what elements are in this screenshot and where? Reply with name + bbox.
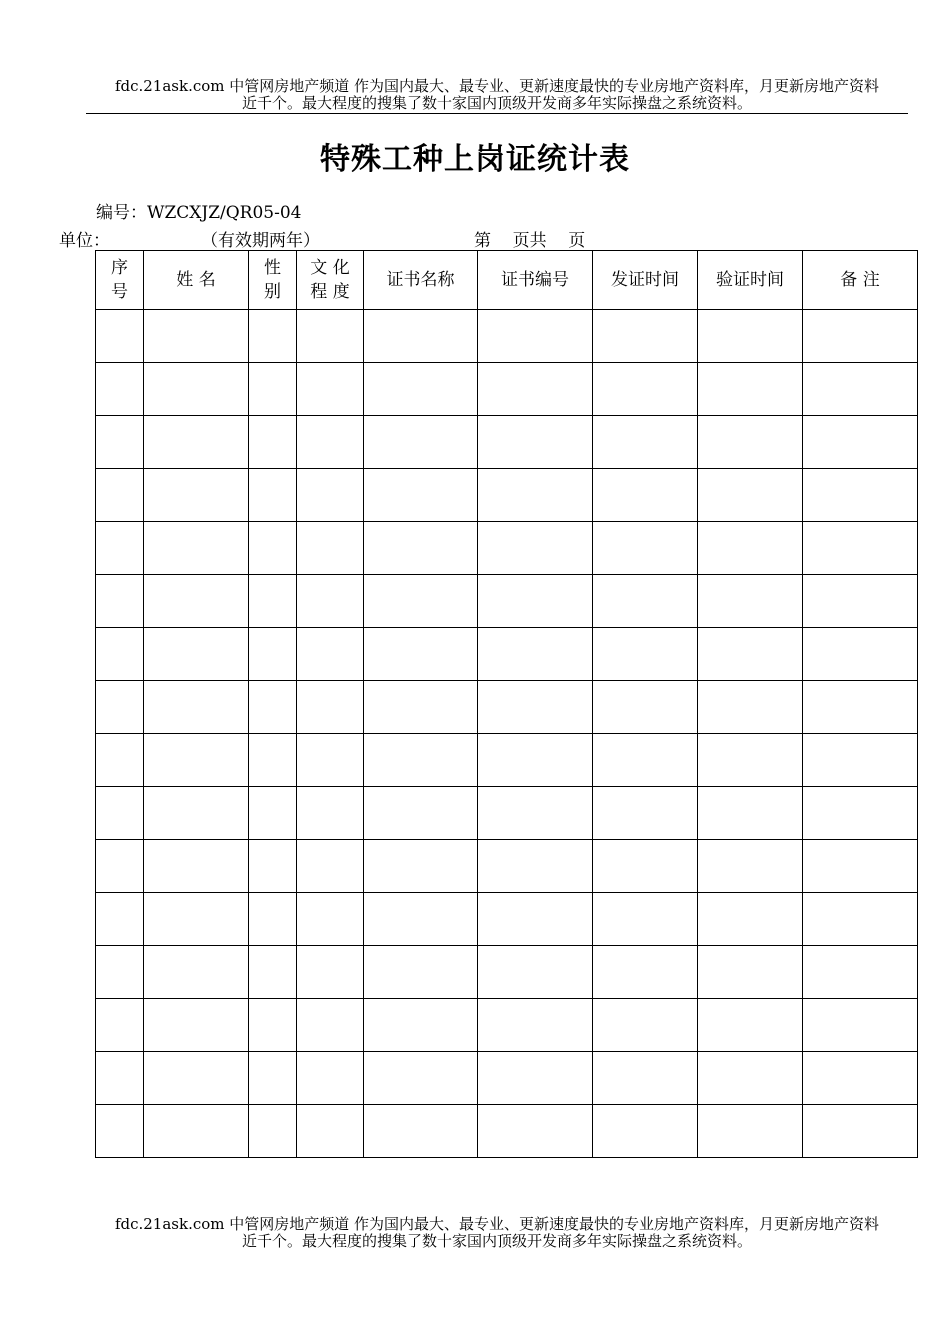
table-cell (364, 734, 478, 787)
certificate-table (95, 250, 918, 1158)
table-cell (478, 681, 593, 734)
table-cell (144, 946, 249, 999)
table-cell (364, 999, 478, 1052)
table-cell (478, 734, 593, 787)
table-cell (803, 575, 918, 628)
table-cell (803, 1052, 918, 1105)
table-cell (249, 787, 297, 840)
table-cell (593, 522, 698, 575)
footer-note (86, 1216, 908, 1250)
table-cell (803, 522, 918, 575)
table-cell (698, 734, 803, 787)
table-cell (96, 416, 144, 469)
footer-note-line1: fdc.21ask.com 中管网房地产频道 作为国内最大、最专业、更新速度最快的专业房地产资料库，月更新房地产资料 (114, 1215, 880, 1233)
table-cell (593, 1105, 698, 1158)
table-cell (144, 840, 249, 893)
table-cell (698, 416, 803, 469)
table-cell (297, 469, 364, 522)
table-row (96, 416, 918, 469)
table-cell (96, 1105, 144, 1158)
header-note-line2: 近千个。最大程度的搜集了数十家国内顶级开发商多年实际操盘之系统资料。 (241, 94, 752, 112)
table-cell (803, 363, 918, 416)
column-header-line1: 证书编号 (501, 270, 569, 290)
table-cell (364, 946, 478, 999)
table-cell (803, 999, 918, 1052)
table-cell (297, 1052, 364, 1105)
table-cell (249, 1105, 297, 1158)
table-cell (144, 469, 249, 522)
table-cell (803, 416, 918, 469)
table-cell (593, 787, 698, 840)
table-cell (249, 363, 297, 416)
column-header (698, 251, 803, 310)
table-cell (249, 310, 297, 363)
header-note (86, 78, 908, 112)
table-row (96, 363, 918, 416)
table-cell (593, 999, 698, 1052)
table-cell (249, 681, 297, 734)
table-cell (297, 1105, 364, 1158)
table-cell (249, 840, 297, 893)
table-cell (297, 734, 364, 787)
table-body (96, 310, 918, 1158)
table-row (96, 734, 918, 787)
table-cell (364, 681, 478, 734)
table-cell (364, 1105, 478, 1158)
header-divider (86, 113, 908, 114)
table-row (96, 681, 918, 734)
table-cell (364, 522, 478, 575)
table-row (96, 946, 918, 999)
table-cell (478, 628, 593, 681)
table-row (96, 999, 918, 1052)
table-cell (96, 787, 144, 840)
doc-number: 编号：WZCXJZ/QR05-04 (96, 203, 302, 223)
column-header-line2: 程 度 (310, 282, 350, 302)
table-cell (297, 628, 364, 681)
page-title: 特殊工种上岗证统计表 (320, 142, 630, 177)
table-cell (249, 946, 297, 999)
page-info: 第 页共 页 (474, 231, 586, 251)
table-cell (144, 522, 249, 575)
table-cell (478, 469, 593, 522)
table-cell (144, 999, 249, 1052)
table-cell (96, 363, 144, 416)
table-cell (144, 363, 249, 416)
table-cell (478, 363, 593, 416)
table-row (96, 310, 918, 363)
table-cell (297, 999, 364, 1052)
table-cell (698, 1105, 803, 1158)
table-cell (96, 893, 144, 946)
table-cell (297, 522, 364, 575)
column-header (478, 251, 593, 310)
table-cell (478, 522, 593, 575)
table-cell (698, 469, 803, 522)
table-cell (478, 893, 593, 946)
table-cell (297, 575, 364, 628)
table-cell (144, 1052, 249, 1105)
column-header-line1: 证书名称 (386, 270, 455, 290)
table-cell (364, 416, 478, 469)
table-cell (803, 840, 918, 893)
table-cell (593, 734, 698, 787)
table-cell (593, 840, 698, 893)
column-header (144, 251, 249, 310)
table-cell (698, 840, 803, 893)
table-cell (96, 999, 144, 1052)
table-cell (144, 734, 249, 787)
table-cell (698, 1052, 803, 1105)
table-cell (96, 469, 144, 522)
table-cell (698, 946, 803, 999)
table-header-row (96, 251, 918, 310)
table-cell (144, 310, 249, 363)
table-cell (593, 628, 698, 681)
table-cell (364, 310, 478, 363)
table-cell (593, 363, 698, 416)
table-cell (96, 1052, 144, 1105)
table-cell (593, 310, 698, 363)
table-cell (96, 310, 144, 363)
column-header (593, 251, 698, 310)
table-cell (593, 575, 698, 628)
table-cell (364, 1052, 478, 1105)
table-cell (698, 999, 803, 1052)
table-cell (803, 628, 918, 681)
table-cell (96, 575, 144, 628)
table-cell (698, 522, 803, 575)
table-cell (144, 1105, 249, 1158)
table-cell (478, 946, 593, 999)
table-cell (96, 734, 144, 787)
table-row (96, 522, 918, 575)
table-cell (803, 681, 918, 734)
table-cell (478, 416, 593, 469)
column-header-line1: 备 注 (840, 270, 880, 290)
table-cell (478, 787, 593, 840)
table-cell (144, 575, 249, 628)
table-cell (698, 310, 803, 363)
table-cell (593, 469, 698, 522)
table-cell (698, 893, 803, 946)
table-cell (297, 310, 364, 363)
validity-note: （有效期两年） (201, 231, 320, 251)
table-cell (144, 681, 249, 734)
table-cell (803, 787, 918, 840)
table-row (96, 787, 918, 840)
column-header-line1: 姓 名 (176, 270, 216, 290)
table-cell (478, 310, 593, 363)
table-row (96, 1105, 918, 1158)
column-header-line1: 文 化 (310, 258, 350, 278)
column-header-line1: 性 (264, 258, 281, 278)
column-header-line2: 别 (264, 282, 281, 302)
table-cell (478, 1105, 593, 1158)
column-header (96, 251, 144, 310)
table-cell (478, 840, 593, 893)
table-cell (698, 363, 803, 416)
table-cell (297, 840, 364, 893)
table-cell (249, 1052, 297, 1105)
table-cell (96, 681, 144, 734)
table-cell (803, 310, 918, 363)
table-cell (249, 469, 297, 522)
table-cell (249, 416, 297, 469)
table-cell (803, 1105, 918, 1158)
table-row (96, 469, 918, 522)
table-row (96, 628, 918, 681)
table-row (96, 840, 918, 893)
column-header (803, 251, 918, 310)
footer-note-line2: 近千个。最大程度的搜集了数十家国内顶级开发商多年实际操盘之系统资料。 (241, 1232, 752, 1250)
table-cell (803, 469, 918, 522)
column-header-line1: 序 (111, 258, 128, 278)
table-cell (96, 628, 144, 681)
table-cell (698, 628, 803, 681)
column-header-line1: 发证时间 (611, 270, 679, 290)
table-cell (249, 893, 297, 946)
table-cell (364, 840, 478, 893)
table-cell (803, 734, 918, 787)
table-cell (698, 575, 803, 628)
table-cell (698, 681, 803, 734)
table-cell (96, 840, 144, 893)
table-cell (249, 999, 297, 1052)
table-cell (249, 522, 297, 575)
table-cell (249, 628, 297, 681)
table-cell (593, 681, 698, 734)
table-cell (297, 681, 364, 734)
column-header (364, 251, 478, 310)
table-cell (593, 416, 698, 469)
table-row (96, 1052, 918, 1105)
table-cell (249, 575, 297, 628)
table-cell (803, 893, 918, 946)
table-cell (297, 787, 364, 840)
table-cell (297, 893, 364, 946)
table-cell (364, 469, 478, 522)
table-cell (478, 575, 593, 628)
table-cell (803, 946, 918, 999)
table-cell (144, 416, 249, 469)
unit-label: 单位： (59, 231, 110, 251)
table-cell (364, 628, 478, 681)
table-cell (364, 575, 478, 628)
header-note-line1: fdc.21ask.com 中管网房地产频道 作为国内最大、最专业、更新速度最快的专业房地产资料库，月更新房地产资料 (114, 77, 880, 95)
table-cell (364, 787, 478, 840)
table-cell (96, 522, 144, 575)
table-cell (593, 1052, 698, 1105)
table-cell (297, 363, 364, 416)
table-cell (96, 946, 144, 999)
column-header-line1: 验证时间 (716, 270, 784, 290)
table-cell (249, 734, 297, 787)
table-cell (144, 787, 249, 840)
column-header (249, 251, 297, 310)
column-header (297, 251, 364, 310)
table-cell (144, 893, 249, 946)
table-cell (478, 999, 593, 1052)
table-cell (297, 416, 364, 469)
table-cell (144, 628, 249, 681)
table-cell (478, 1052, 593, 1105)
table-cell (297, 946, 364, 999)
table-cell (364, 363, 478, 416)
table-row (96, 575, 918, 628)
table-cell (593, 946, 698, 999)
table-cell (364, 893, 478, 946)
column-header-line2: 号 (111, 282, 128, 302)
table-cell (698, 787, 803, 840)
table-cell (593, 893, 698, 946)
table-row (96, 893, 918, 946)
